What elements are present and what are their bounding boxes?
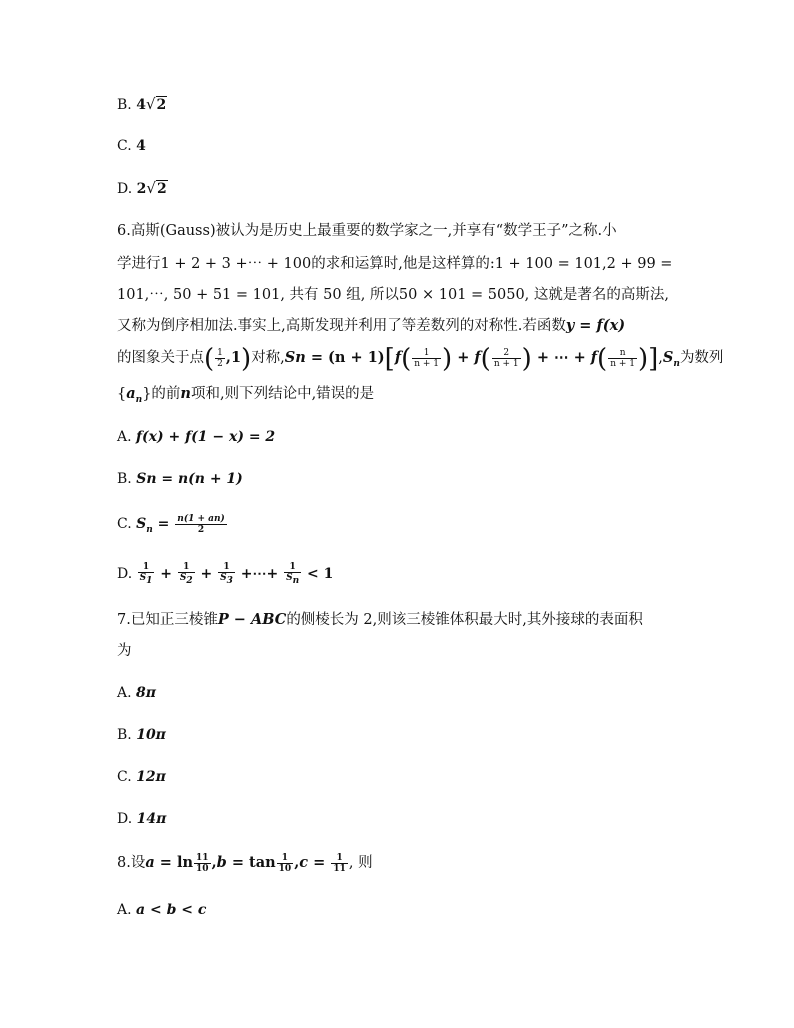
text: , 则 [348, 855, 373, 871]
option-value: 4 [136, 138, 146, 154]
fraction [194, 853, 211, 874]
q7-line-1 [117, 610, 643, 630]
text: 项和,则下列结论中,错误的是 [190, 386, 375, 402]
q5-option-c [117, 136, 146, 156]
numerator: n [608, 348, 637, 359]
option-label: D. [117, 181, 133, 197]
text: 对称, [251, 350, 285, 366]
option-value: 10π [136, 727, 166, 743]
math-expression: = (n + 1) [305, 349, 385, 366]
denominator: n + 1 [610, 358, 635, 369]
q7-option-a [117, 683, 156, 703]
option-value: 2 [136, 181, 147, 197]
fraction [277, 853, 294, 874]
option-label: C. [117, 769, 132, 785]
sqrt-symbol: √2 [146, 179, 167, 197]
q5-option-d [117, 178, 168, 199]
q6-line-1: 6.高斯(Gauss)被认为是历史上最重要的数学家之一,并享有“数学王子”之称.小 [117, 223, 617, 239]
text: 又称为倒序相加法.事实上,高斯发现并利用了等差数列的对称性.若函数 [117, 318, 566, 334]
radicand: 2 [156, 97, 167, 113]
numerator: 11 [196, 852, 209, 863]
q7-option-b [117, 725, 166, 745]
option-value: f(x) + f(1 − x) = 2 [136, 429, 276, 445]
option-label: D. [117, 811, 133, 827]
math-function: y = f(x) [565, 317, 626, 334]
q7-line-2: 为 [117, 643, 132, 659]
q5-option-b [117, 94, 167, 115]
denominator: 10 [196, 863, 209, 874]
denominator: 10 [278, 863, 292, 874]
q6-option-b [117, 469, 243, 489]
text: 为数列 [679, 350, 724, 366]
option-value: a < b < c [136, 902, 207, 918]
fraction [175, 514, 227, 535]
denominator: 2 [217, 358, 223, 369]
text: 的侧棱长为 2,则该三棱锥体积最大时,其外接球的表面积 [286, 612, 643, 628]
fraction [215, 348, 225, 369]
q6-option-a [117, 427, 275, 447]
q6-option-c: C. $S_n$ = $\frac{n(1 + an)}{2}$ [117, 513, 225, 535]
denominator: 2 [197, 524, 205, 535]
denominator: 11 [333, 863, 346, 874]
text: 7.已知正三棱锥 [117, 612, 218, 628]
option-value: Sn = n(n + 1) [136, 471, 243, 487]
text: 的前 [151, 386, 181, 402]
q6-line-3: 101,⋯, 50 + 51 = 101, 共有 50 组, 所以50 × 101 = 5050, 这就是著名的高斯法, [117, 287, 670, 303]
fraction [412, 348, 441, 369]
denominator: n + 1 [493, 358, 519, 369]
denominator: n + 1 [414, 358, 440, 369]
radicand: 2 [156, 181, 167, 197]
text: , [658, 350, 663, 366]
option-value: 12π [136, 769, 166, 785]
q6-line-4 [117, 316, 625, 336]
numerator: 1 [331, 853, 348, 864]
option-value: 4 [136, 97, 146, 113]
fraction [492, 348, 521, 369]
numerator: n(1 + an) [177, 513, 225, 524]
q6-line-2: 学进行1 + 2 + 3 +⋯ + 100的求和运算时,他是这样算的:1 + 100 = 101,2 + 99 = [117, 256, 673, 272]
text: ,1 [225, 349, 242, 366]
option-label: B. [117, 727, 132, 743]
fraction [608, 348, 637, 369]
q8-option-a [117, 900, 206, 920]
fraction [331, 853, 348, 874]
numerator: 1 [217, 347, 223, 358]
option-label: A. [117, 685, 132, 701]
option-value: 8π [136, 685, 157, 701]
option-label: C. [117, 516, 132, 532]
sqrt-symbol: √2 [145, 95, 167, 113]
text: 8.设 [117, 855, 146, 871]
numerator: 1 [277, 853, 294, 864]
q6-line-5: 的图象关于点( $\frac{1}{2}$ ,1)对称,Sn = (n + 1)[f( $\frac{1}{n + 1}$ ) + f( $\frac{2}{n + 1}$ ) + ⋯ + f( $\frac{n}{n + 1}$ )]$,S_n$为数列 [117, 344, 724, 374]
q6-option-d: D. $\frac{1}{S_1}$ + $\frac{1}{S_2}$ + $\frac{1}{S_3}$ +⋯+ $\frac{1}{S_n}$ < 1 [117, 562, 334, 586]
option-label: B. [117, 97, 132, 113]
option-label: B. [117, 471, 132, 487]
math-expression: P − ABC [217, 611, 287, 628]
q7-option-c [117, 767, 166, 787]
option-value: 14π [136, 811, 167, 827]
math-symbol: n [180, 385, 191, 402]
q6-line-6: $\{a_n\}$的前n项和,则下列结论中,错误的是 [117, 385, 375, 405]
option-label: D. [117, 566, 133, 582]
q7-option-d [117, 809, 166, 829]
option-label: A. [117, 902, 132, 918]
numerator: 2 [492, 348, 521, 359]
text: 的图象关于点 [117, 350, 204, 366]
q8-line-1: 8.设a = ln $\frac{11}{10}$ ,b = tan $\frac{1}{10}$ ,c = $\frac{1}{11}$ , 则 [117, 852, 373, 874]
numerator: 1 [412, 348, 441, 359]
option-label: A. [117, 429, 132, 445]
math-symbol: Sn [284, 349, 306, 366]
option-label: C. [117, 138, 132, 154]
